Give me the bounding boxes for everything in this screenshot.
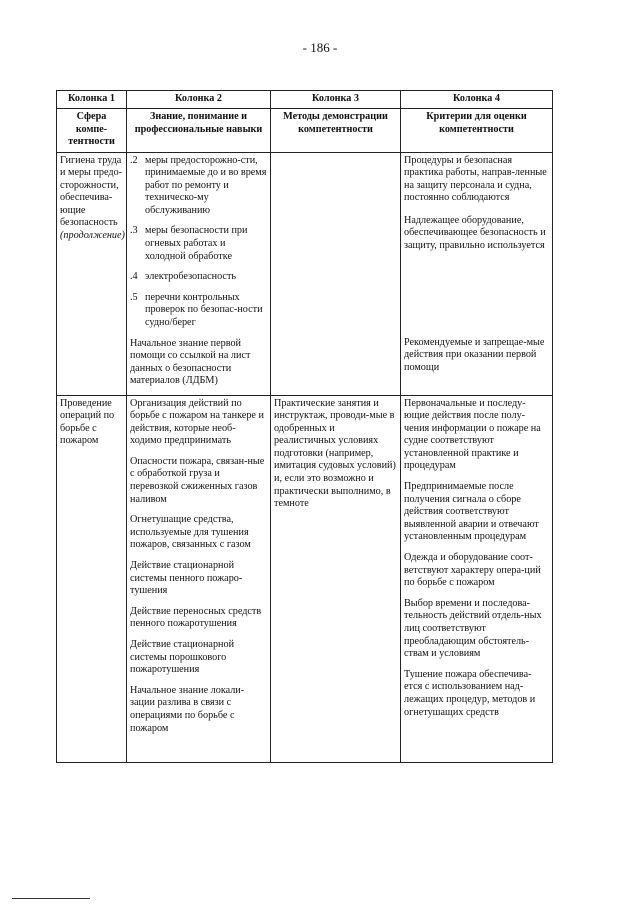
column-number-row <box>57 91 553 109</box>
knowledge-cell <box>127 395 271 762</box>
list-item-text: меры безопасности при огневых работах и холодной обработке <box>145 225 248 262</box>
criteria-item: Надлежащее оборудование, обеспечивающее безопасность и защиту, правильно используется <box>404 214 546 252</box>
column-number-2: Колонка 2 <box>127 91 271 109</box>
knowledge-list <box>130 155 267 338</box>
criteria-item: Выбор времени и последова-тельность действий отдель-ных лиц соответствуют преобладающим обстоятель-ствам и условиям <box>404 597 542 660</box>
competence-cell <box>57 395 127 762</box>
knowledge-item: Действие стационарной системы порошкового пожаротушения <box>130 639 235 676</box>
methods-cell <box>271 152 401 395</box>
criteria-item: Одежда и оборудование соот-ветствуют характеру опера-ций по борьбе с пожаром <box>404 552 541 589</box>
list-item-number: .2 <box>130 154 138 166</box>
criteria-cell <box>401 152 553 395</box>
list-item-text: меры предосторожно-сти, принимаемые до и во время работ по ремонту и техническо-му обслуживанию <box>145 154 267 216</box>
list-item-text: перечни контрольных проверок по безопас-ности судно/берег <box>145 291 263 329</box>
knowledge-extra: Начальное знание первой помощи со ссылкой на лист данных о безопасности материалов (ЛДБМ) <box>130 337 251 387</box>
knowledge-item: Начальное знание локали-зации разлива в связи с операциями по борьбе с пожаром <box>130 684 245 734</box>
methods-text: Практические занятия и инструктаж, проводи-мые в одобренных и реалистичных условиях подготовки (например, имитация судовых условий) и, если это возможно и практически выполнимо, в темноте <box>274 397 396 510</box>
table-row <box>57 395 553 762</box>
competence-text: Гигиена труда и меры предо-сторожности, обеспечива-ющие безопасность <box>60 154 123 229</box>
list-item-text: электробезопасность <box>145 271 237 283</box>
competence-note: (продолжение) <box>60 230 125 242</box>
competence-table <box>56 90 553 763</box>
header-knowledge: Знание, понимание и профессиональные навыки <box>127 109 271 153</box>
list-item-number: .4 <box>130 271 138 283</box>
column-number-4: Колонка 4 <box>401 91 553 109</box>
knowledge-item: Организация действий по борьбе с пожаром на танкере и действия, которые необ-ходимо предпринимать <box>130 397 264 447</box>
list-item-number: .5 <box>130 291 138 303</box>
header-row <box>57 109 553 153</box>
page-number: - 186 - <box>302 40 338 55</box>
methods-cell <box>271 395 401 762</box>
list-item <box>130 155 267 226</box>
competence-text: Проведение операций по борьбе с пожаром <box>60 397 115 447</box>
column-number-3: Колонка 3 <box>271 91 401 109</box>
footnote-divider <box>12 898 90 899</box>
column-number-1: Колонка 1 <box>57 91 127 109</box>
header-criteria: Критерии для оценки компетентности <box>401 109 553 153</box>
knowledge-item: Опасности пожара, связан-ные с обработкой груза и перевозкой сжиженных газов наливом <box>130 455 265 505</box>
knowledge-item: Действие стационарной системы пенного пожаро-тушения <box>130 560 243 597</box>
competence-cell <box>57 152 127 395</box>
header-methods: Методы демонстрации компетентности <box>271 109 401 153</box>
methods-text <box>271 153 400 158</box>
table-row <box>57 152 553 395</box>
knowledge-item: Огнетушащие средства, используемые для тушения пожаров, связанных с газом <box>130 514 251 551</box>
criteria-item: Тушение пожара обеспечива-ется с использованием над-лежащих процедур, методов и огнетушащих средств <box>404 668 536 718</box>
list-item <box>130 271 267 292</box>
criteria-item: Процедуры и безопасная практика работы, направ-ленные на защиту персонала и судна, постоянно соблюдаются <box>404 154 547 204</box>
knowledge-cell <box>127 152 271 395</box>
list-item-number: .3 <box>130 225 138 237</box>
header-competence: Сфера компе-тентности <box>57 109 127 153</box>
criteria-item: Первоначальные и последу-ющие действия после полу-чения информации о пожаре на судне соответствуют установленной практике и процедурам <box>404 397 541 472</box>
list-item <box>130 292 267 338</box>
knowledge-item: Действие переносных средств пенного пожаротушения <box>130 605 262 630</box>
criteria-item: Предпринимаемые после получения сигнала о сборе действия соответствуют выявленной аварии и отвечают установленным процедурам <box>404 481 539 543</box>
criteria-cell <box>401 395 553 762</box>
list-item <box>130 225 267 271</box>
criteria-item: Рекомендуемые и запрещае-мые действия при оказании первой помощи <box>404 336 545 373</box>
